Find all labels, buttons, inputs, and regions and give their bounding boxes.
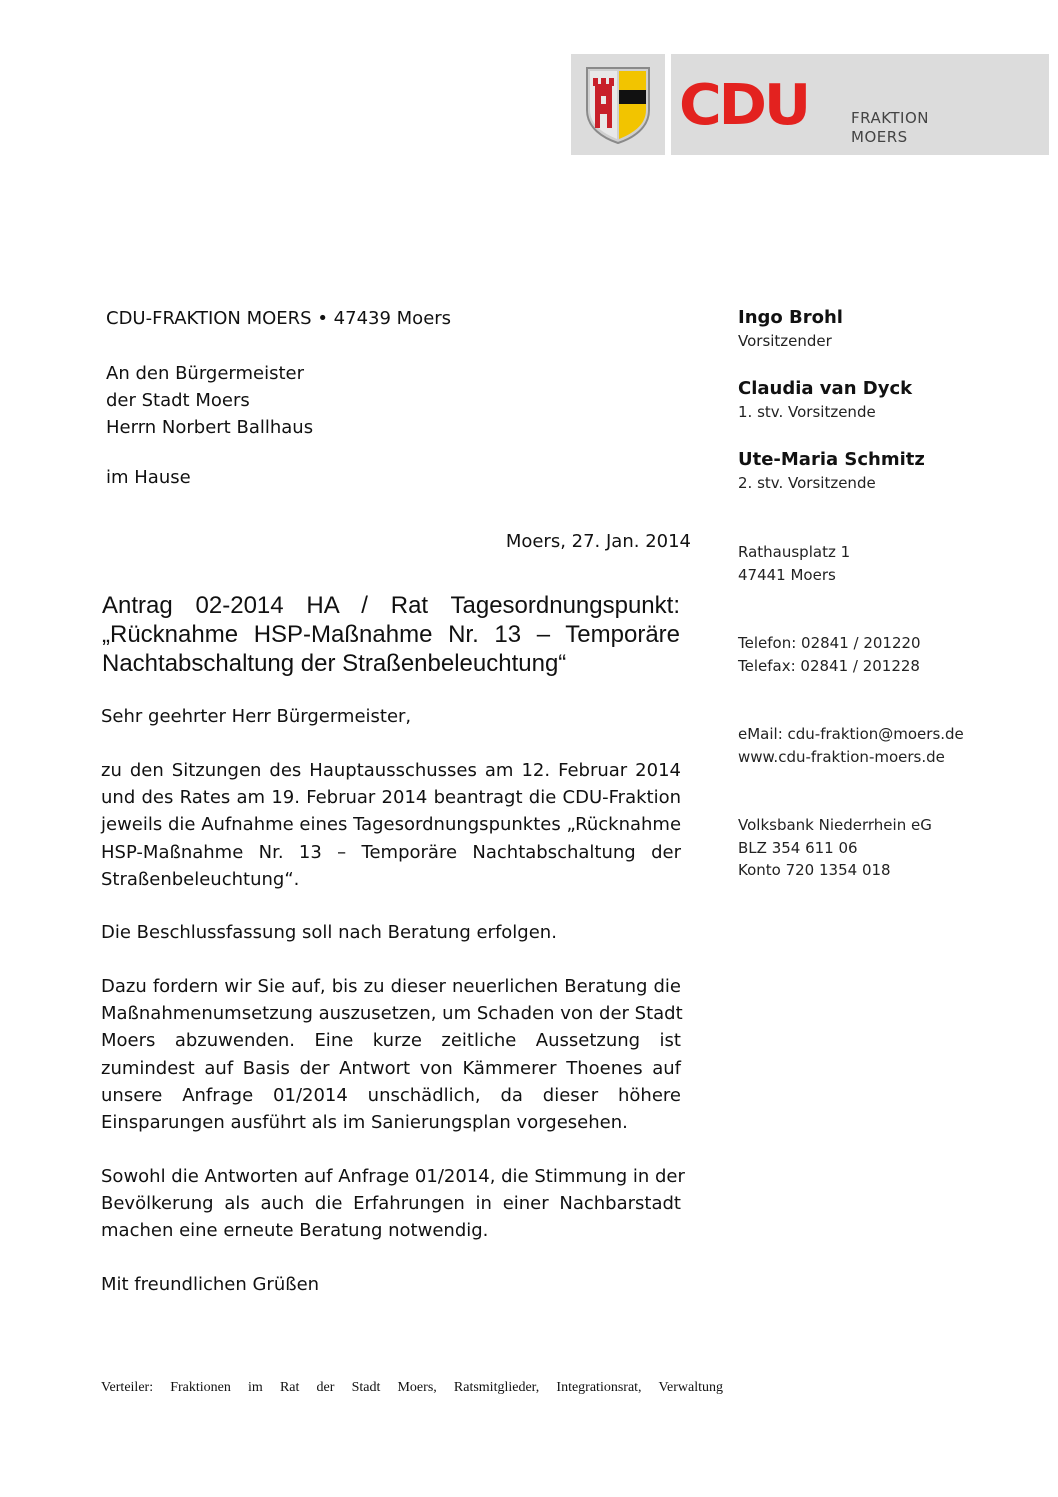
recipient-line2: der Stadt Moers bbox=[106, 390, 250, 411]
sidebar-person2 bbox=[738, 377, 912, 424]
person-role: Vorsitzender bbox=[738, 332, 832, 350]
closing bbox=[101, 1271, 681, 1298]
paragraph-line: Bevölkerung als auch die Erfahrungen in einer Nachbarstadt bbox=[101, 1193, 681, 1215]
recipient-line1: An den Bürgermeister bbox=[106, 363, 305, 384]
closing-text: Mit freundlichen Grüßen bbox=[101, 1274, 320, 1295]
recipient-address bbox=[106, 360, 313, 441]
recipient-house: im Hause bbox=[106, 467, 191, 488]
paragraph-line: HSP-Maßnahme Nr. 13 – Temporäre Nachtabschaltung der bbox=[101, 841, 681, 863]
fax-number: Telefax: 02841 / 201228 bbox=[738, 656, 920, 675]
sidebar-person1 bbox=[738, 306, 843, 353]
account-number: Konto 720 1354 018 bbox=[738, 861, 891, 879]
paragraph-line: Sowohl die Antworten auf Anfrage 01/2014, die Stimmung in der bbox=[101, 1166, 685, 1187]
person-name: Ute-Maria Schmitz bbox=[738, 449, 925, 470]
subject-line1: Antrag 02-2014 HA / Rat Tagesordnungspunkt: bbox=[102, 592, 680, 619]
bank-name: Volksbank Niederrhein eG bbox=[738, 816, 932, 834]
letter-date: Moers, 27. Jan. 2014 bbox=[505, 531, 691, 552]
paragraph-line: und des Rates am 19. Februar 2014 beantragt die CDU-Fraktion bbox=[101, 787, 681, 809]
person-name: Ingo Brohl bbox=[738, 307, 843, 328]
paragraph-suspension bbox=[101, 973, 681, 1136]
moers-crest-icon bbox=[585, 66, 651, 144]
bank-code: BLZ 354 611 06 bbox=[738, 838, 858, 857]
subject-heading bbox=[102, 591, 680, 678]
sidebar-contact bbox=[738, 723, 964, 768]
address-city: 47441 Moers bbox=[738, 565, 836, 584]
paragraph-line: jeweils die Aufnahme eines Tagesordnungspunktes „Rücknahme bbox=[101, 814, 682, 836]
paragraph-request bbox=[101, 757, 681, 893]
paragraph-line: unsere Anfrage 01/2014 unschädlich, da dieser höhere bbox=[101, 1084, 681, 1106]
cdu-brand-logo bbox=[671, 54, 1049, 155]
brand-name: CDU bbox=[679, 73, 809, 138]
paragraph-reasons bbox=[101, 1163, 685, 1245]
paragraph-line: zu den Sitzungen des Hauptausschusses am 12. Februar 2014 bbox=[101, 760, 681, 781]
subject-line3: Nachtabschaltung der Straßenbeleuchtung“ bbox=[102, 650, 567, 677]
sidebar-phone bbox=[738, 632, 921, 677]
person-role: 2. stv. Vorsitzende bbox=[738, 474, 876, 492]
website-link[interactable]: www.cdu-fraktion-moers.de bbox=[738, 747, 945, 766]
salutation bbox=[101, 703, 681, 730]
sidebar-address bbox=[738, 541, 850, 586]
address-street: Rathausplatz 1 bbox=[738, 543, 851, 561]
sidebar-bank bbox=[738, 814, 932, 882]
person-role: 1. stv. Vorsitzende bbox=[738, 403, 876, 421]
person-name: Claudia van Dyck bbox=[738, 378, 913, 399]
subject-line2: „Rücknahme HSP-Maßnahme Nr. 13 – Temporäre bbox=[102, 621, 680, 648]
paragraph-line: Dazu fordern wir Sie auf, bis zu dieser neuerlichen Beratung die bbox=[101, 976, 681, 997]
paragraph-line: Die Beschlussfassung soll nach Beratung erfolgen. bbox=[101, 922, 557, 943]
paragraph-line: Straßenbeleuchtung“. bbox=[101, 868, 300, 890]
paragraph-decision bbox=[101, 919, 681, 946]
brand-subtitle-line2: MOERS bbox=[851, 128, 908, 146]
email-address[interactable]: eMail: cdu-fraktion@moers.de bbox=[738, 725, 964, 743]
sender-line: CDU-FRAKTION MOERS • 47439 Moers bbox=[106, 308, 452, 329]
paragraph-line: Einsparungen ausführt als im Sanierungsplan vorgesehen. bbox=[101, 1112, 628, 1134]
paragraph-line: Maßnahmenumsetzung auszusetzen, um Schaden von der Stadt bbox=[101, 1003, 683, 1025]
paragraph-line: Moers abzuwenden. Eine kurze zeitliche Aussetzung ist bbox=[101, 1030, 681, 1052]
paragraph-line: zumindest auf Basis der Antwort von Kämmerer Thoenes auf bbox=[101, 1057, 681, 1079]
sidebar-person3 bbox=[738, 448, 925, 495]
paragraph-line: machen eine erneute Beratung notwendig. bbox=[101, 1220, 489, 1242]
distribution-list: Verteiler: Fraktionen im Rat der Stadt Moers, Ratsmitglieder, Integrationsrat, Verwaltung bbox=[101, 1380, 723, 1395]
phone-number: Telefon: 02841 / 201220 bbox=[738, 634, 921, 652]
recipient-line3: Herrn Norbert Ballhaus bbox=[106, 417, 314, 438]
city-crest-logo bbox=[571, 54, 665, 155]
brand-subtitle-line1: FRAKTION bbox=[851, 109, 929, 127]
salutation-text: Sehr geehrter Herr Bürgermeister, bbox=[101, 706, 412, 727]
brand-subtitle bbox=[851, 109, 929, 147]
